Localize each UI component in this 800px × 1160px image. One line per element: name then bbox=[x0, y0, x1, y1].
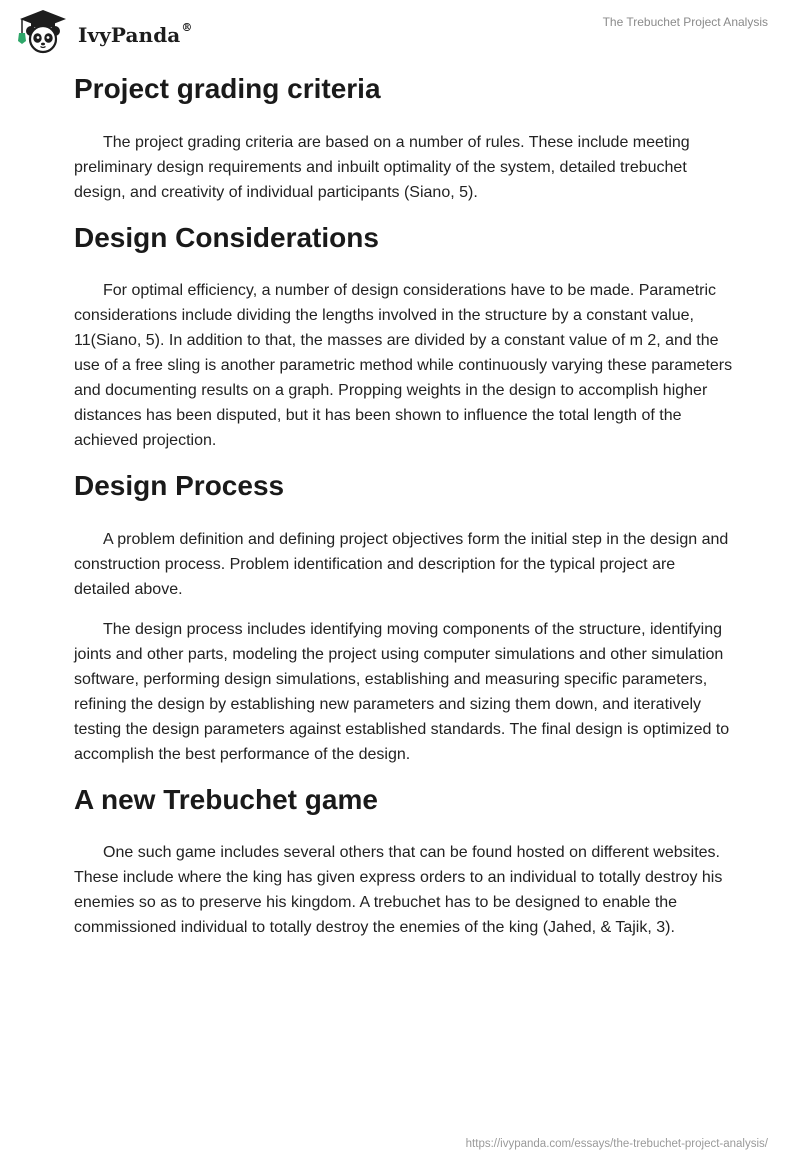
logo-wordmark bbox=[78, 20, 193, 47]
panda-graduate-icon bbox=[14, 8, 72, 59]
paragraph: A problem definition and defining project objectives form the initial step in the design and construction process. Problem identification and description for the typical project are detailed above. bbox=[74, 530, 729, 598]
section-heading: Design Process bbox=[74, 470, 285, 502]
section-design-considerations bbox=[74, 221, 734, 454]
section-heading: A new Trebuchet game bbox=[74, 783, 378, 815]
section-project-grading-criteria bbox=[74, 72, 734, 205]
ivypanda-logo[interactable] bbox=[14, 8, 192, 59]
paragraph: For optimal efficiency, a number of design considerations have to be made. Parametric considerations include dividing the lengths involved in the structure by a constant value, 11(Siano, 5). In addition to that, the masses are divided by a constant value of m 2, and the use of a free sling is another parametric method while continuously varying these parameters and documenting results on a graph. Propping weights in the design to accomplish higher distances has been disputed, but it has been shown to influence the total length of the achieved projection. bbox=[74, 282, 733, 450]
essay-content bbox=[74, 72, 734, 956]
section-design-process bbox=[74, 469, 734, 767]
section-new-trebuchet-game bbox=[74, 783, 734, 941]
footer-url[interactable]: https://ivypanda.com/essays/the-trebuchet-project-analysis/ bbox=[465, 1138, 768, 1150]
paragraph: The project grading criteria are based on a number of rules. These include meeting preliminary design requirements and inbuilt optimality of the system, detailed trebuchet design, and creativity of individual participants (Siano, 5). bbox=[74, 133, 690, 201]
section-heading: Design Considerations bbox=[74, 221, 379, 253]
section-heading: Project grading criteria bbox=[74, 73, 381, 104]
paragraph: The design process includes identifying moving components of the structure, identifying joints and other parts, modeling the project using computer simulations and other simulation software, performing design simulations, establishing and measuring specific parameters, refining the design by establishing new parameters and sizing them down, and iteratively testing the design parameters against established standards. The final design is optimized to accomplish the best performance of the design. bbox=[74, 620, 730, 763]
page-header bbox=[0, 0, 800, 64]
paragraph: One such game includes several others that can be found hosted on different websites. These include where the king has given express orders to an individual to totally destroy his enemies so as to preserve his kingdom. A trebuchet has to be designed to enable the commissioned individual to totally destroy the enemies of the king (Jahed, & Tajik, 3). bbox=[74, 844, 723, 937]
registered-mark: ® bbox=[181, 20, 193, 34]
logo-text: IvyPanda bbox=[78, 22, 181, 47]
running-title: The Trebuchet Project Analysis bbox=[602, 15, 768, 29]
